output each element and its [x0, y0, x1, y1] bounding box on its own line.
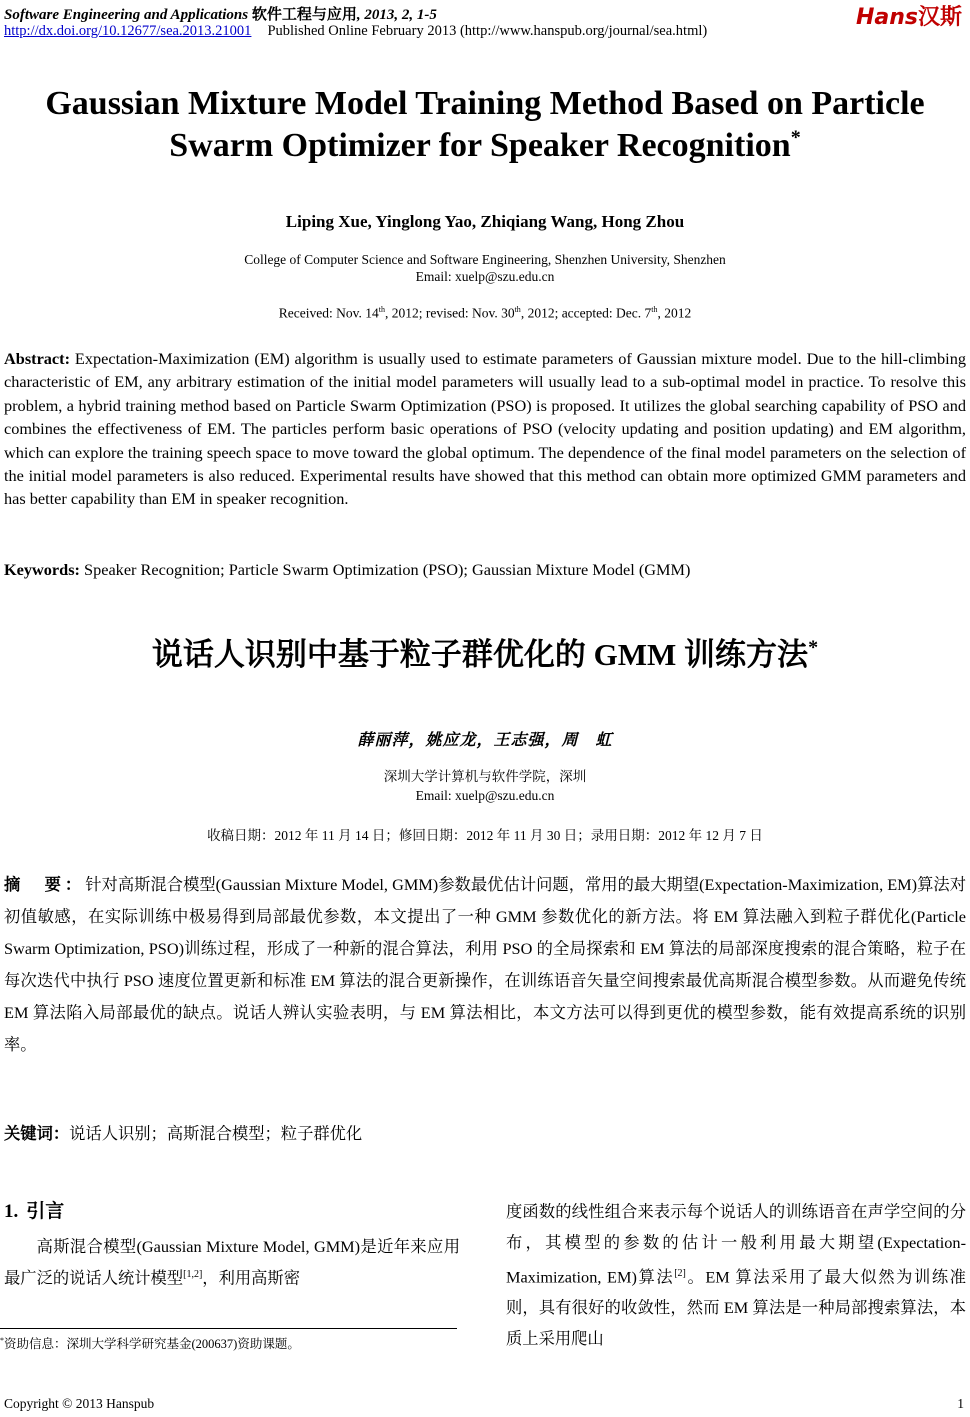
title-en-footnote-mark: *	[790, 126, 801, 149]
keywords-en	[4, 560, 690, 580]
abstract-en-label: Abstract:	[4, 349, 71, 368]
abstract-cn-text: 针对高斯混合模型(Gaussian Mixture Model, GMM)参数最优估计问题，常用的最大期望(Expectation-Maximization, EM)算法对初值敏感，在实际训练中极易得到局部最优参数，本文提出了一种 GMM 参数优化的新方法。将 EM 算法融入到粒子群优化(Particle Swarm Optimization, PSO)训练过程，形成了一种新的混合算法，利用 PSO 的全局探索和 EM 算法的局部深度搜索的混合策略，粒子在每次迭代中执行 PSO 速度位置更新和标准 EM 算法的混合更新操作，在训练语音矢量空间搜索最优高斯混合模型参数。从而避免传统 EM 算法陷入局部最优的缺点。说话人辨认实验表明，与 EM 算法相比，本文方法可以得到更优的模型参数，能有效提高系统的识别率。	[4, 875, 966, 1054]
received-dates-cn: 收稿日期：2012 年 11 月 14 日；修回日期：2012 年 11 月 30 日；录用日期：2012 年 12 月 7 日	[207, 828, 763, 843]
email-en: Email: xuelp@szu.edu.cn	[415, 269, 555, 284]
section-heading-intro	[4, 1196, 460, 1223]
revised-sup: th	[514, 305, 521, 314]
paper-title-en	[0, 83, 970, 167]
keywords-en-label: Keywords:	[4, 560, 80, 579]
section-title: 引言	[26, 1201, 65, 1222]
citation-2[interactable]: [2]	[674, 1268, 686, 1279]
accepted-date: , 2012; accepted: Dec. 7	[520, 305, 652, 321]
citation-1-2[interactable]: [1,2]	[183, 1269, 203, 1280]
published-online: Published Online February 2013 (http://www.hanspub.org/journal/sea.html)	[267, 23, 708, 39]
intro-paragraph-right	[506, 1196, 966, 1354]
revised-date: , 2012; revised: Nov. 30	[384, 305, 515, 321]
title-en-line2: Swarm Optimizer for Speaker Recognition	[169, 127, 791, 164]
publisher-logo	[856, 0, 962, 31]
copyright-footer: Copyright © 2013 Hanspub	[4, 1396, 155, 1411]
intro-right-text-b: 。EM 算法采用了最大似然为训练准则，具有很好的收敛性，然而 EM 算法是一种局部搜索算法，本质上采用爬山	[506, 1267, 966, 1349]
intro-right-text-a: 度函数的线性组合来表示每个说话人的训练语音在声学空间的分布，其模型的参数的估计一般利用最大期望(Expectation-Maximization, EM)算法	[506, 1202, 966, 1287]
footnote-text: 资助信息：深圳大学科学研究基金(200637)资助课题。	[4, 1337, 300, 1351]
accepted-sup: th	[651, 305, 658, 314]
title-cn-footnote-mark: *	[808, 636, 819, 659]
abstract-cn-label: 摘 要：	[4, 875, 86, 894]
year-tail: , 2012	[657, 305, 692, 321]
received-date: Received: Nov. 14	[278, 305, 379, 321]
affiliation-en-block	[0, 251, 970, 285]
doi-link[interactable]: http://dx.doi.org/10.12677/sea.2013.21001	[4, 23, 252, 39]
received-dates-en	[0, 305, 970, 322]
journal-name-cn: 软件工程与应用	[251, 7, 357, 23]
email-cn: Email: xuelp@szu.edu.cn	[415, 788, 555, 803]
logo-latin: Hans	[855, 5, 918, 30]
affiliation-cn: 深圳大学计算机与软件学院，深圳	[383, 769, 587, 784]
intro-left-text-a: 高斯混合模型(Gaussian Mixture Model, GMM)是近年来应用最广泛的说话人统计模型	[4, 1237, 460, 1288]
authors-en: Liping Xue, Yinglong Yao, Zhiqiang Wang, Hong Zhou	[285, 212, 685, 231]
title-en-line1: Gaussian Mixture Model Training Method Based on Particle	[45, 85, 925, 122]
doi-line	[4, 23, 707, 40]
funding-footnote	[0, 1334, 300, 1352]
paper-title-cn	[0, 633, 970, 677]
affiliation-en: College of Computer Science and Software Engineering, Shenzhen University, Shenzhen	[244, 252, 726, 267]
keywords-cn-text: 说话人识别；高斯混合模型；粒子群优化	[69, 1124, 363, 1143]
body-column-right	[506, 1196, 966, 1354]
section-number: 1.	[4, 1201, 19, 1222]
journal-header	[4, 3, 437, 24]
authors-cn: 薛丽萍，姚应龙，王志强，周 虹	[357, 732, 613, 749]
abstract-cn	[4, 869, 966, 1061]
footnote-mark: *	[0, 1335, 4, 1345]
logo-cn: 汉斯	[917, 5, 962, 30]
footnote-divider	[0, 1328, 457, 1329]
page-number: 1	[957, 1396, 964, 1411]
title-cn-text: 说话人识别中基于粒子群优化的 GMM 训练方法	[151, 637, 809, 672]
journal-volume: , 2013, 2, 1-5	[356, 7, 437, 23]
received-sup: th	[378, 305, 385, 314]
affiliation-cn-block	[0, 767, 970, 805]
keywords-cn-label: 关键词：	[4, 1124, 70, 1143]
intro-paragraph-left	[4, 1233, 460, 1292]
abstract-en	[4, 347, 966, 511]
intro-left-text-b: ，利用高斯密	[202, 1268, 300, 1288]
keywords-en-text: Speaker Recognition; Particle Swarm Optimization (PSO); Gaussian Mixture Model (GMM)	[79, 560, 691, 579]
journal-name-en: Software Engineering and Applications	[4, 7, 249, 23]
abstract-en-text: Expectation-Maximization (EM) algorithm is usually used to estimate parameters of Gaussian mixture model. Due to the hill-climbing characteristic of EM, any arbitrary estimation of the initial model parameters will usually lead to a sub-optimal model in practice. To resolve this problem, a hybrid training method based on Particle Swarm Optimization (PSO) is proposed. It utilizes the global searching capability of PSO and combines the effectiveness of EM. The particles perform basic operations of PSO (velocity updating and position updating) and EM algorithm, which can explore the training speech space to move toward the global optimum. The dependence of the final model parameters on the selection of the initial model parameters is also reduced. Experimental results have showed that this method can obtain more optimized GMM parameters and has better capability than EM in speaker recognition.	[4, 349, 966, 509]
keywords-cn	[4, 1120, 362, 1144]
body-column-left	[4, 1196, 460, 1292]
